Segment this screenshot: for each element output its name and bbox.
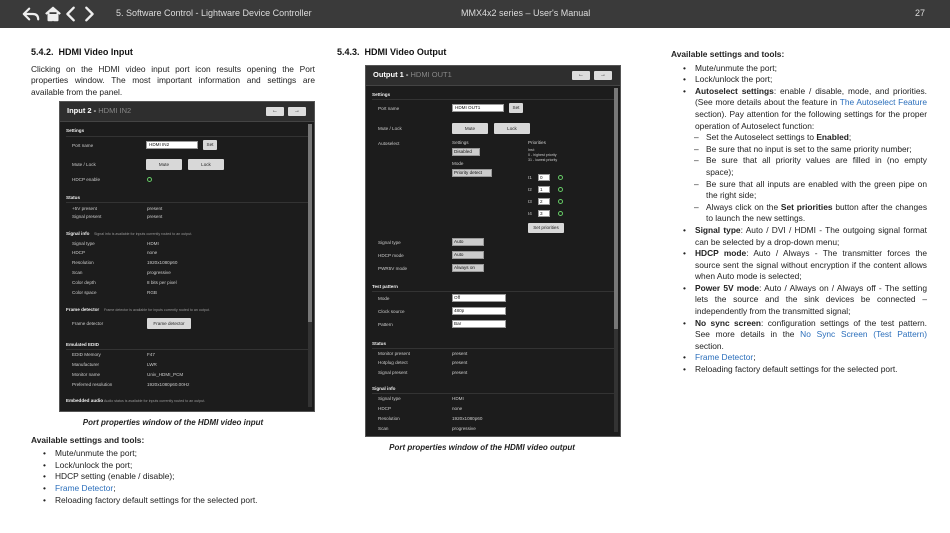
list-item: • Signal type: Auto / DVI / HDMI - The outgoing signal format can be selected by a drop-down menu; xyxy=(695,225,927,248)
embedded-audio-note: Audio status is available for inputs currently routed to an output. xyxy=(104,399,206,403)
autoselect-feature-link[interactable]: The Autoselect Feature xyxy=(839,97,927,108)
breadcrumb[interactable]: 5. Software Control - Lightware Device Controller xyxy=(116,8,312,18)
tools-heading: Available settings and tools: xyxy=(671,49,785,59)
mute-lock-label: Mute / Lock xyxy=(378,126,402,131)
panel-scrollbar[interactable] xyxy=(308,124,312,407)
autoselect-settings-select[interactable]: Disabled xyxy=(452,148,480,156)
port-name-input[interactable]: HDMI IN2 xyxy=(146,141,198,149)
hdcp-enable-check-icon[interactable] xyxy=(147,177,152,182)
hdmi-output-section xyxy=(337,47,627,64)
prev-page-icon[interactable] xyxy=(62,5,80,23)
list-item: • Mute/unmute the port; xyxy=(695,63,927,75)
manufacturer-label: Manufacturer xyxy=(72,362,100,367)
monitor-present-value: present xyxy=(452,351,468,356)
preferred-resolution-value: 1920x1080p60.00Hz xyxy=(147,382,190,387)
list-item: – Set the Autoselect settings to Enabled; xyxy=(706,132,927,144)
priority-enabled-check-icon[interactable] xyxy=(558,187,563,192)
pwr5v-mode-label: PWR5V mode xyxy=(378,266,408,271)
mute-button[interactable]: Mute xyxy=(146,159,182,170)
section-intro: Clicking on the HDMI video input port icon results opening the Port properties window. The most important information and settings are available from the panel. xyxy=(31,63,315,97)
no-sync-screen-link[interactable]: No Sync Screen (Test Pattern) xyxy=(800,329,927,340)
list-item: • HDCP setting (enable / disable); xyxy=(55,471,315,483)
prev-arrow-icon[interactable]: ← xyxy=(266,107,284,116)
signal-info-heading: Signal info xyxy=(66,231,90,236)
list-item: • Reloading factory default settings for the selected port. xyxy=(55,495,315,507)
list-item: • No sync screen: configuration settings of the test pattern. See more details in the No Sync Screen (Test Pattern) section. xyxy=(695,318,927,353)
priority-input[interactable]: 0 xyxy=(538,174,550,181)
embedded-audio-heading: Embedded audio xyxy=(66,398,104,403)
hotplug-value: present xyxy=(452,360,468,365)
si-hdcp-value: none xyxy=(452,406,463,411)
plus5v-label: +5V present xyxy=(72,206,97,211)
top-bar xyxy=(0,0,950,28)
signal-type-value: HDMI xyxy=(147,241,159,246)
monitor-name-label: Monitor name xyxy=(72,372,101,377)
preferred-resolution-label: Preferred resolution xyxy=(72,382,113,387)
page-number: 27 xyxy=(914,8,925,18)
hotplug-label: Hotplug detect xyxy=(378,360,408,365)
autoselect-label: Autoselect xyxy=(378,141,400,146)
frame-detector-button[interactable]: Frame detector xyxy=(147,318,191,329)
signal-type-label: Signal type xyxy=(72,241,95,246)
signal-present-value: present xyxy=(147,214,163,219)
frame-detector-link[interactable]: Frame Detector xyxy=(695,352,754,363)
signal-info-note: Signal info is available for inputs currently routed to an output. xyxy=(94,232,193,236)
si-hdcp-label: HDCP xyxy=(378,406,392,411)
mute-lock-label: Mute / Lock xyxy=(72,162,96,167)
section-heading: 5.4.3. HDMI Video Output xyxy=(337,47,447,57)
priority-enabled-check-icon[interactable] xyxy=(558,211,563,216)
hdmi-input-section xyxy=(31,47,315,98)
list-item: – Always click on the Set priorities button after the changes to launch the new settings. xyxy=(706,202,927,225)
home-icon[interactable] xyxy=(44,5,62,23)
output-tools-list xyxy=(695,63,927,376)
tp-mode-select[interactable]: Off xyxy=(452,294,506,302)
edid-memory-label: EDID Memory xyxy=(72,352,101,357)
list-item: – Be sure that no input is set to the same priority number; xyxy=(706,144,927,156)
panel-header: Input 2 - HDMI IN2 ← → xyxy=(60,102,314,122)
hdcp-mode-select[interactable]: Auto xyxy=(452,251,484,259)
resolution-label: Resolution xyxy=(72,260,94,265)
scan-label: Scan xyxy=(72,270,83,275)
mode-label: Mode xyxy=(452,161,464,166)
hdcp-enable-label: HDCP enable xyxy=(72,177,101,182)
lock-button[interactable]: Lock xyxy=(494,123,530,134)
signal-present-value: present xyxy=(452,370,468,375)
si-scan-label: Scan xyxy=(378,426,389,431)
priority-enabled-check-icon[interactable] xyxy=(558,175,563,180)
si-scan-value: progressive xyxy=(452,426,476,431)
figure-caption: Port properties window of the HDMI video input xyxy=(82,418,264,427)
clock-source-select[interactable]: 480p xyxy=(452,307,506,315)
list-item: • Lock/unlock the port; xyxy=(695,74,927,86)
input-caption-block xyxy=(31,417,315,506)
plus5v-value: present xyxy=(147,206,163,211)
list-item: • Frame Detector; xyxy=(55,483,315,495)
output-tools-section xyxy=(671,47,927,376)
priority-input-label: I3 xyxy=(528,199,532,204)
pwr5v-mode-select[interactable]: Always on xyxy=(452,264,484,272)
si-resolution-value: 1920x1080p60 xyxy=(452,416,483,421)
next-page-icon[interactable] xyxy=(80,5,98,23)
monitor-present-label: Monitor present xyxy=(378,351,410,356)
autoselect-notes-list xyxy=(706,132,927,225)
next-arrow-icon[interactable]: → xyxy=(594,71,612,80)
input-tools-list xyxy=(55,448,315,506)
clock-source-label: Clock source xyxy=(378,309,405,314)
status-heading: Status xyxy=(372,341,387,346)
frame-detector-link[interactable]: Frame Detector xyxy=(55,482,114,493)
next-arrow-icon[interactable]: → xyxy=(288,107,306,116)
priority-input-label: I2 xyxy=(528,187,532,192)
color-space-label: Color space xyxy=(72,290,97,295)
autoselect-settings-label: Settings xyxy=(452,140,469,145)
monitor-name-value: Univ_HDMI_PCM xyxy=(147,372,184,377)
port-name-label: Port name xyxy=(72,143,94,148)
pattern-select[interactable]: Bar xyxy=(452,320,506,328)
priorities-label: Priorities xyxy=(528,140,546,145)
list-item: – Be sure that all inputs are enabled with the green pipe on the right side; xyxy=(706,179,927,202)
priority-input-label: I1 xyxy=(528,175,532,180)
si-type-label: Signal type xyxy=(378,396,401,401)
priorities-note: Inst: xyxy=(528,148,535,152)
output-caption-block xyxy=(337,442,627,454)
color-depth-value: 8 bits per pixel xyxy=(147,280,177,285)
frame-detector-heading: Frame detector xyxy=(66,307,100,312)
input-port-properties-screenshot xyxy=(59,101,315,412)
port-name-input[interactable]: HDMI OUT1 xyxy=(452,104,504,112)
set-button[interactable]: Set xyxy=(203,140,217,150)
hdcp-label: HDCP xyxy=(72,250,86,255)
list-item: • Autoselect settings: enable / disable, mode, and priorities. (See more details about the feature in The Autoselect Feature section). Pay attention for the following settings for the proper operation of Autoselect function: – Set the Autoselect settings to Enabled; – Be sure that no input is set to the same priority number; – Be sure that all priority values are filled in (no empty space); – Be sure that all inputs are enabled with the green pipe on the right side; – Always click on the Set priorities button after the changes to launch the new settings. xyxy=(695,86,927,225)
test-pattern-heading: Test pattern xyxy=(372,284,398,289)
panel-scrollbar[interactable] xyxy=(614,88,618,432)
status-heading: Status xyxy=(66,195,81,200)
resolution-value: 1920x1080p60 xyxy=(147,260,178,265)
scan-value: progressive xyxy=(147,270,171,275)
manufacturer-value: LWR xyxy=(147,362,157,367)
frame-detector-note: Frame detector is available for inputs currently routed to an output. xyxy=(104,308,210,312)
list-item: • Lock/unlock the port; xyxy=(55,460,315,472)
lock-button[interactable]: Lock xyxy=(188,159,224,170)
settings-heading: Settings xyxy=(372,92,391,97)
signal-type-label: Signal type xyxy=(378,240,401,245)
color-space-value: RGB xyxy=(147,290,157,295)
list-item: • HDCP mode: Auto / Always - The transmitter forces the source sent the signal without encryption if the content allows when Auto mode is selected; xyxy=(695,248,927,283)
si-type-value: HDMI xyxy=(452,396,464,401)
list-item: • Power 5V mode: Auto / Always on / Always off - The setting lets the source and the sink devices be connected – independently from the transmitted signal; xyxy=(695,283,927,318)
color-depth-label: Color depth xyxy=(72,280,96,285)
port-name-label: Port name xyxy=(378,106,400,111)
emulated-edid-heading: Emulated EDID xyxy=(66,342,99,347)
autoselect-mode-select[interactable]: Priority detect xyxy=(452,169,492,177)
section-heading: 5.4.2. HDMI Video Input xyxy=(31,47,133,57)
signal-info-heading: Signal info xyxy=(372,386,396,391)
set-button[interactable]: Set xyxy=(509,103,523,113)
list-item: • Mute/unmute the port; xyxy=(55,448,315,460)
priorities-note: 0 - highest priority xyxy=(528,153,557,157)
signal-present-label: Signal present xyxy=(72,214,102,219)
hdcp-value: none xyxy=(147,250,158,255)
tools-heading: Available settings and tools: xyxy=(31,434,145,445)
back-icon[interactable] xyxy=(22,5,40,23)
list-item: – Be sure that all priority values are filled in (no empty space); xyxy=(706,155,927,178)
list-item: • Reloading factory default settings for the selected port. xyxy=(695,364,927,376)
mute-button[interactable]: Mute xyxy=(452,123,488,134)
document-title: MMX4x2 series – User's Manual xyxy=(461,8,591,18)
priority-input[interactable]: 1 xyxy=(538,186,550,193)
priority-enabled-check-icon[interactable] xyxy=(558,199,563,204)
signal-type-select[interactable]: Auto xyxy=(452,238,484,246)
output-port-properties-screenshot xyxy=(365,65,621,437)
signal-present-label: Signal present xyxy=(378,370,408,375)
priority-input-label: I4 xyxy=(528,211,532,216)
hdcp-mode-label: HDCP mode xyxy=(378,253,404,258)
priority-input[interactable]: 3 xyxy=(538,210,550,217)
priority-input[interactable]: 2 xyxy=(538,198,550,205)
list-item: • Frame Detector; xyxy=(695,352,927,364)
priorities-note: 31 - lowest priority xyxy=(528,158,558,162)
set-priorities-button[interactable]: Set priorities xyxy=(528,223,564,233)
prev-arrow-icon[interactable]: ← xyxy=(572,71,590,80)
edid-memory-value: F47 xyxy=(147,352,155,357)
frame-detector-label: Frame detector xyxy=(72,321,104,326)
pattern-label: Pattern xyxy=(378,322,393,327)
figure-caption: Port properties window of the HDMI video output xyxy=(389,443,575,452)
settings-heading: Settings xyxy=(66,128,85,133)
si-resolution-label: Resolution xyxy=(378,416,400,421)
tp-mode-label: Mode xyxy=(378,296,390,301)
panel-header: Output 1 - HDMI OUT1 ← → xyxy=(366,66,620,86)
